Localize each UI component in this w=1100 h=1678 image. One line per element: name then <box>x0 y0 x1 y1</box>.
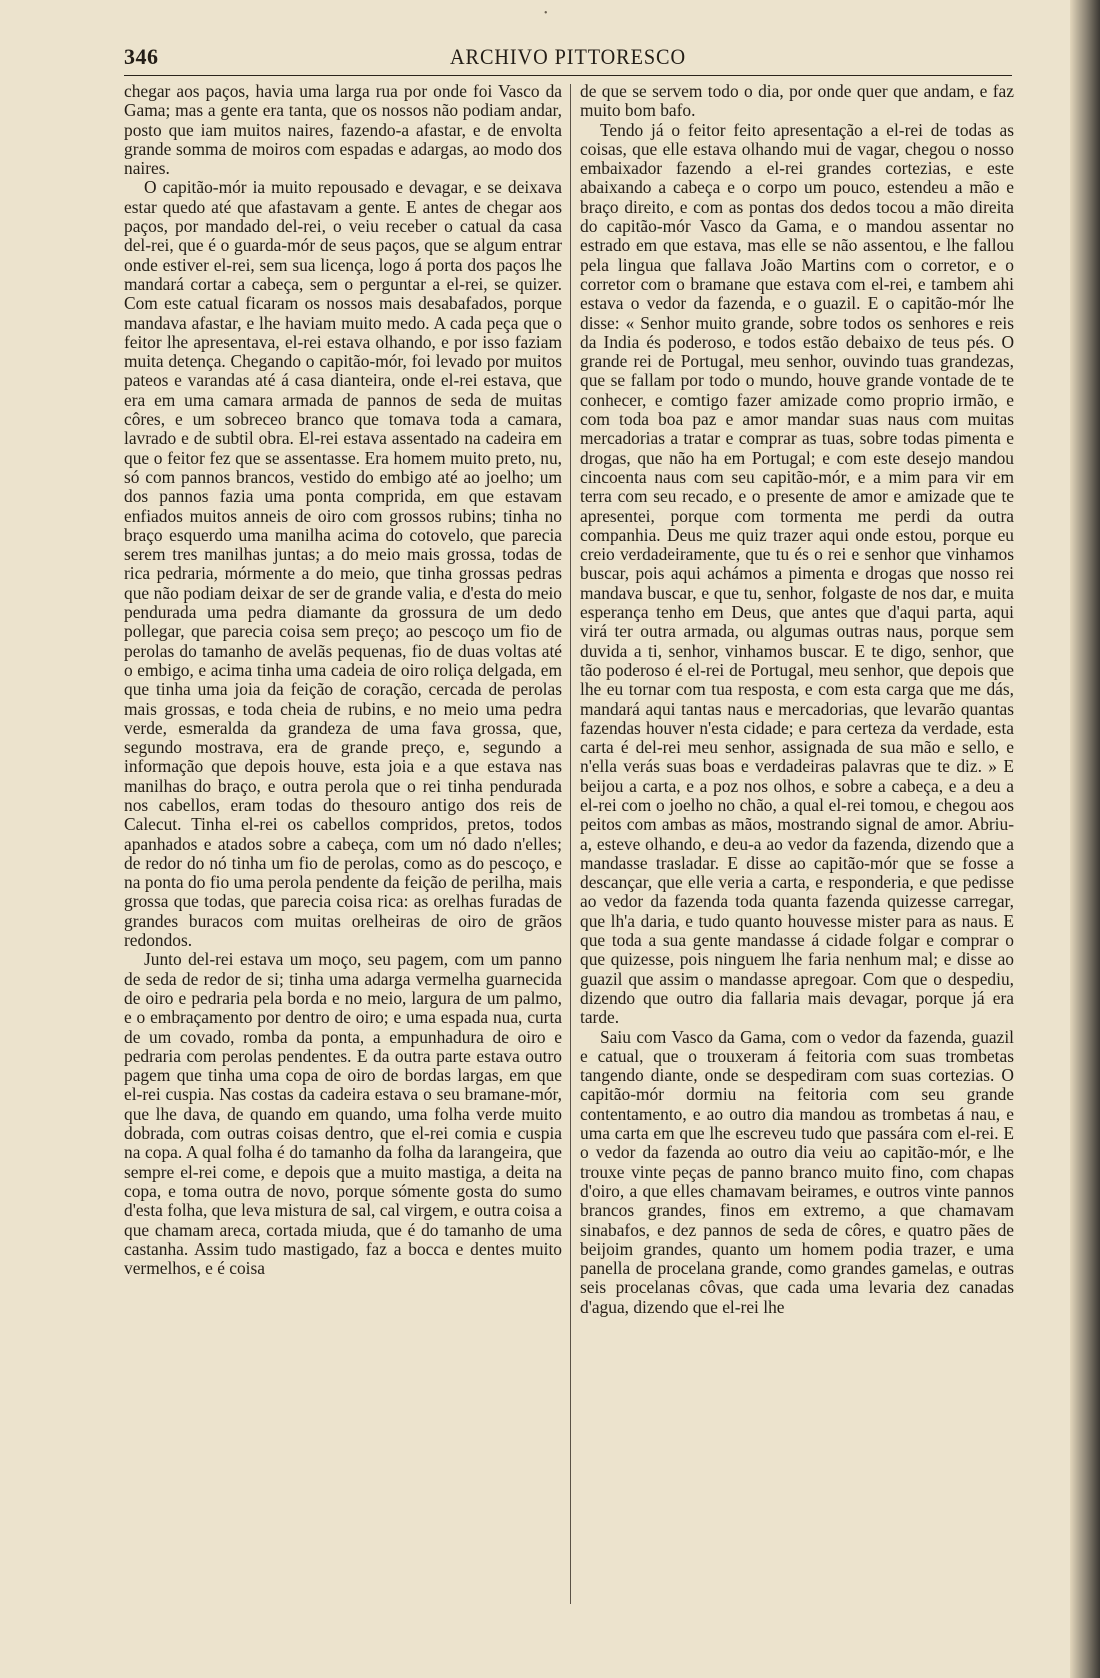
book-gutter <box>1070 0 1100 1678</box>
paragraph: Saiu com Vasco da Gama, com o vedor da fazenda, guazil e catual, que o trouxeram á feitoria com suas trombetas tangendo diante, onde se despediram com suas cortezias. O capitão-mór dormiu na feitoria com seu grande contentamento, e ao outro dia mandou as trombetas á nau, e uma carta em que lhe escreveu tudo que passára com el-rei. E o vedor da fazenda ao outro dia veiu ao capitão-mór, e lhe trouxe vinte peças de panno branco muito fino, com chapas d'oiro, a que elles chamavam beirames, e outros vinte pannos brancos grandes, finos em extremo, a que chamavam sinabafos, e dez pannos de seda de côres, e quatro pães de beijoim grandes, quanto um homem podia trazer, e uma panella de procelana grande, como grandes gamelas, e outras seis procelanas côvas, que cada uma levaria dez canadas d'agua, dizendo que el-rei lhe <box>580 1026 1014 1317</box>
column-divider <box>570 84 571 1604</box>
paragraph: Tendo já o feitor feito apresentação a el-rei de todas as coisas, que elle estava olhando mui de vagar, chegou o nosso embaixador fazendo a el-rei grandes cortezias, e este abaixando a cabeça e o corpo um pouco, estendeu a mão e braço direito, e com as pontas dos dedos tocou a mão direita do capitão-mór Vasco da Gama, e o mandou assentar no estrado em que estava, mas elle se não assentou, e lhe fallou pela lingua que fallava João Martins com o corretor, e o corretor com o bramane que estava com el-rei, e tambem ahi estava o vedor da fazenda, e o guazil. E o capitão-mór lhe disse: « Senhor muito grande, sobre todos os senhores e reis da India és poderoso, e todos estão debaixo de teus pés. O grande rei de Portugal, meu senhor, ouvindo tuas grandezas, que se fallam por todo o mundo, houve grande vontade de te conhecer, e comtigo fazer amizade como proprio irmão, e com toda boa paz e amor mandar suas naus com muitas mercadorias a tratar e comprar as tuas, sobre todas pimenta e drogas, que não ha em Portugal; e com este desejo mandou cincoenta naus com seu capitão-mór, e a mim para vir em terra com seu recado, e o presente de amor e amizade que te apresentei, porque com tormenta me perdi da outra companhia. Deus me quiz trazer aqui onde estou, porque eu creio verdadeiramente, que tu és o rei e senhor que vinhamos buscar, pois aqui achámos a pimenta e drogas que nosso rei mandava buscar, e que tu, senhor, folgaste de nos dar, e muita esperança tenho em Deus, que antes que d'aqui parta, aqui virá ter outra armada, ou algumas outras naus, porque sem duvida a ti, senhor, vinhamos buscar. E te digo, senhor, que tão poderoso é el-rei de Portugal, meu senhor, que depois que lhe eu tornar com tua resposta, e com esta carga que me dás, mandará aqui tantas naus e mercadorias, que levarão quantas fazendas houver n'esta cidade; e para certeza da verdade, esta carta é del-rei meu senhor, assignada de sua mão e sello, e n'ella verás suas boas e verdadeiras palavras que te diz. » E beijou a carta, e a poz nos olhos, e sobre a cabeça, e a deu a el-rei com o joelho no chão, a qual el-rei tomou, e chegou aos peitos com ambas as mãos, mostrando signal de amor. Abriu-a, esteve olhando, e deu-a ao vedor da fazenda, dizendo que a mandasse trasladar. E disse ao capitão-mór que se fosse a descançar, que elle veria a carta, e responderia, e que pedisse ao vedor da fazenda toda quanta fazenda quizesse carregar, que lh'a daria, e tudo quanto houvesse mister para as naus. E que toda a sua gente mandasse á cidade folgar e comprar o que quizesse, pois ninguem lhe faria nenhum mal; e disse ao guazil que assim o mandasse apregoar. Com que o despediu, dizendo que outro dia fallaria mais devagar, porque já era tarde. <box>580 119 1014 1028</box>
paragraph: chegar aos paços, havia uma larga rua por onde foi Vasco da Gama; mas a gente era tanta, que os nossos não podiam andar, posto que iam muitos naires, fazendo-a afastar, e de envolta grande somma de moiros com espadas e adargas, ao modo dos naires. <box>124 82 562 179</box>
paragraph: Junto del-rei estava um moço, seu pagem, com um panno de seda de redor de si; tinha uma adarga vermelha guarnecida de oiro e pedraria pela borda e no meio, largura de um palmo, e o embraçamento por dentro de oiro; e uma espada nua, curta de um covado, romba da ponta, a empunhadura de oiro e pedraria com perolas pendentes. E da outra parte estava outro pagem que tinha uma copa de oiro de bordas largas, em que el-rei cuspia. Nas costas da cadeira estava o seu bramane-mór, que lhe dava, de quando em quando, uma folha verde muito dobrada, com outras coisas dentro, que el-rei comia e cuspia na copa. A qual folha é do tamanho da folha da larangeira, que sempre el-rei come, e depois que a muito mastiga, a deita na copa, e toma outra de novo, porque sómente gosta do sumo d'esta folha, que leva mistura de sal, cal virgem, e outra coisa a que chamam areca, cortada miuda, que é do tamanho de uma castanha. Assim tudo mastigado, faz a bocca e dentes muito vermelhos, e é coisa <box>124 949 562 1279</box>
page-number: 346 <box>124 44 159 69</box>
running-title: ARCHIVO PITTORESCO <box>449 44 687 69</box>
left-column <box>124 82 562 1612</box>
paragraph: de que se servem todo o dia, por onde quer que andam, e faz muito bom bafo. <box>580 82 1014 121</box>
right-column <box>580 82 1014 1612</box>
header-rule <box>124 75 1012 76</box>
ornament-mark: • <box>544 8 548 19</box>
paragraph: O capitão-mór ia muito repousado e devagar, e se deixava estar quedo até que afastavam a gente. E antes de chegar aos paços, por mandado del-rei, o veiu receber o catual da casa del-rei, que é o guarda-mór de seus paços, que se algum entrar onde estiver el-rei, sem sua licença, logo á porta dos paços lhe mandará cortar a cabeça, sem o perguntar a el-rei, se quizer. Com este catual ficaram os nossos mais desabafados, porque mandava afastar, e lhe haviam muito medo. A cada peça que o feitor lhe apresentava, el-rei estava olhando, e por isso faziam muita detença. Chegando o capitão-mór, foi levado por muitos pateos e varandas até á casa dianteira, onde el-rei estava, que era em uma camara armada de pannos de seda de muitas côres, e um sobreceo branco que tomava toda a camara, lavrado e de subtil obra. El-rei estava assentado na cadeira em que o feitor fez que se assentasse. Era homem muito preto, nu, só com pannos brancos, vestido do embigo até ao joelho; um dos pannos fazia uma ponta comprida, em que estavam enfiados muitos anneis de oiro com grossos rubins; tinha no braço esquerdo uma manilha acima do cotovelo, que parecia serem tres manilhas juntas; a do meio mais grossa, todas de rica pedraria, mórmente a do meio, que tinha grossas pedras que não podiam deixar de ser de grande valia, e d'esta do meio pendurada uma pedra diamante da grossura de um dedo pollegar, que parecia coisa sem preço; ao pescoço um fio de perolas do tamanho de avelãs pequenas, fio de duas voltas até o embigo, e acima tinha uma cadeia de oiro roliça delgada, em que tinha uma joia da feição de coração, cercada de perolas mais grossas, e toda cheia de rubins, e no meio uma pedra verde, esmeralda da grandeza de uma fava grossa, que, segundo mostrava, era de grande preço, e, segundo a informação que depois houve, esta joia e a que estava nas manilhas do braço, e outra perola que o rei tinha pendurada nos cabellos, eram todas do thesouro antigo dos reis de Calecut. Tinha el-rei os cabellos compridos, pretos, todos apanhados e atados sobre a cabeça, com um nó dado n'elles; de redor do nó tinha um fio de perolas, como as do pescoço, e na ponta do fio uma perola pendente da feição de perilha, mais grossa que todas, que parecia coisa rica: as orelhas furadas de grandes buracos com muitas orelheiras de oiro de grãos redondos. <box>124 177 562 951</box>
page-header <box>124 40 1012 72</box>
